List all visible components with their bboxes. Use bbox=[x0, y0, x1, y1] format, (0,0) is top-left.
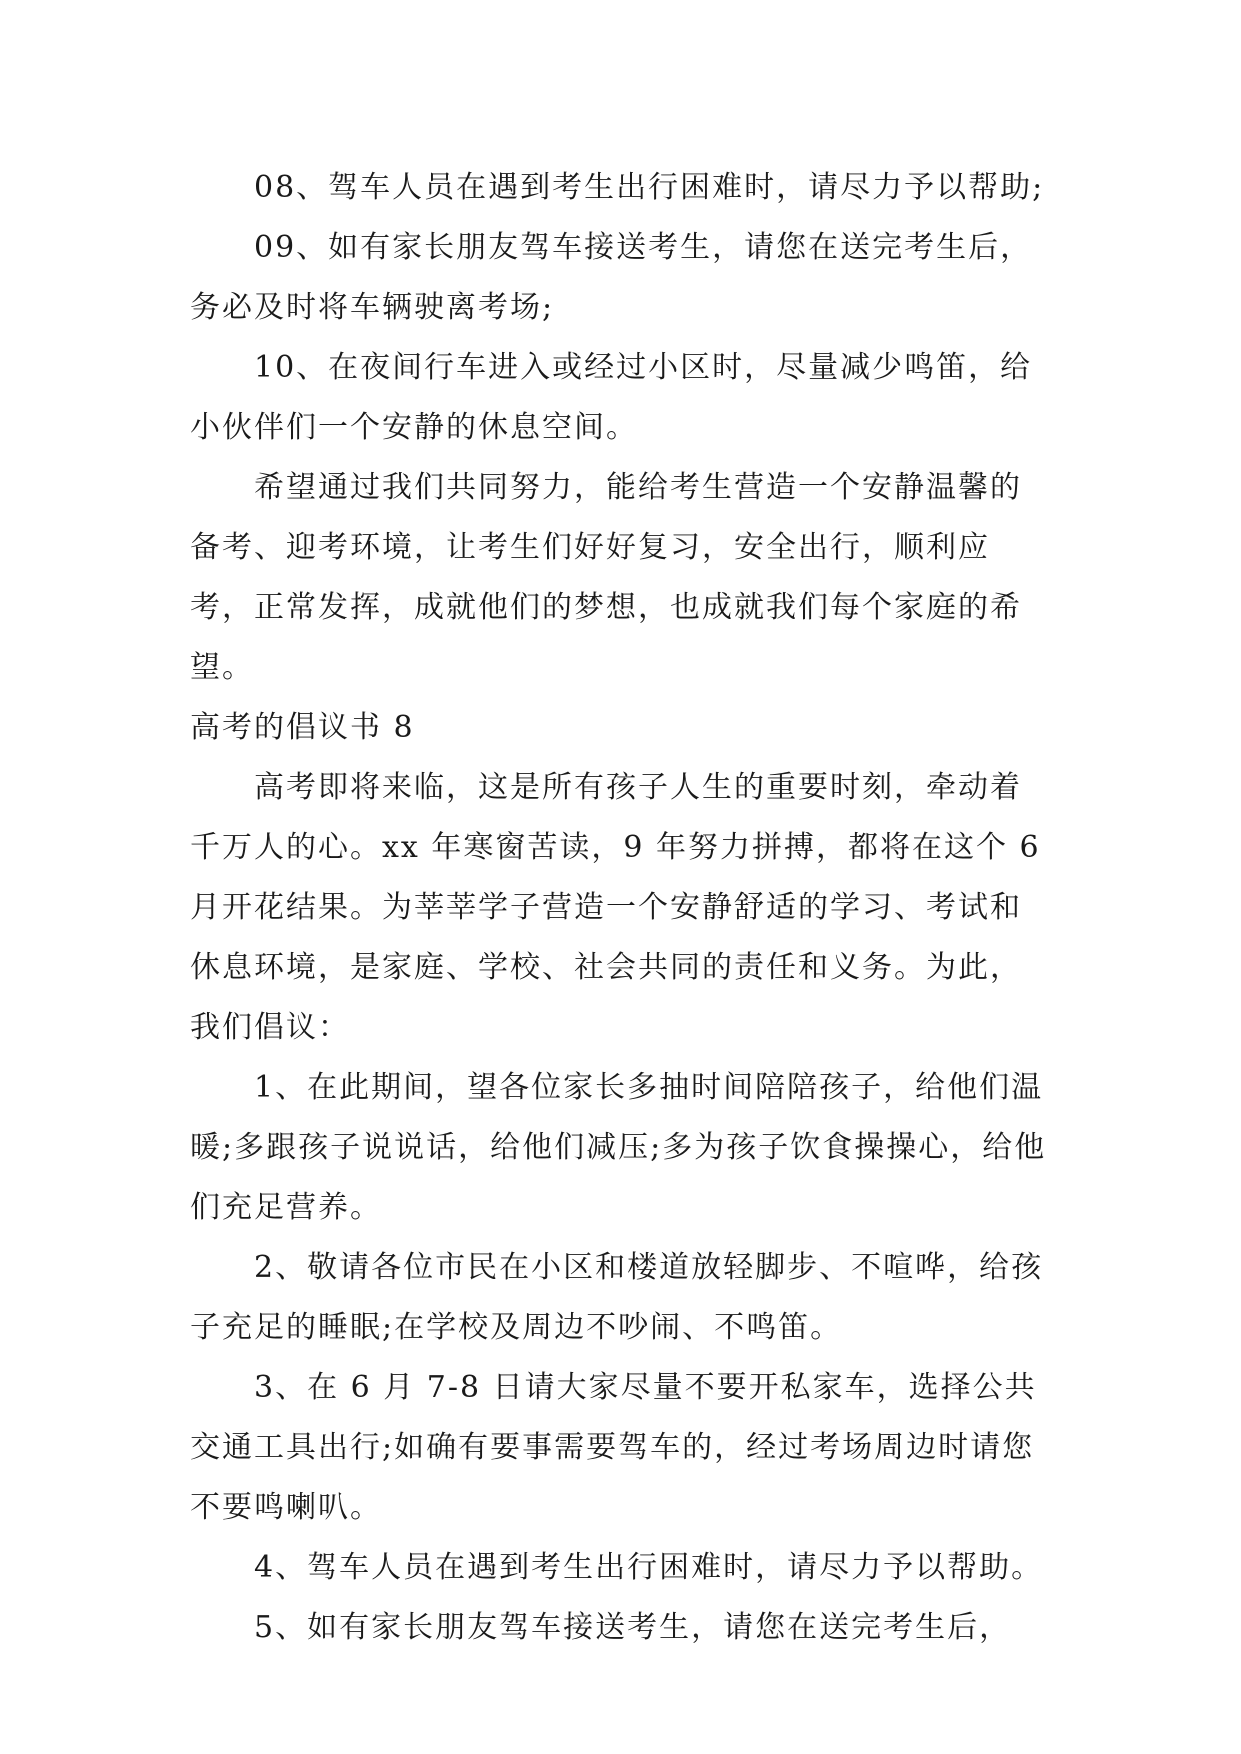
paragraph-item-1: 1、在此期间，望各位家长多抽时间陪陪孩子，给他们温暖;多跟孩子说说话，给他们减压;多为孩子饮食操操心，给他们充足营养。 bbox=[190, 1070, 1047, 1225]
paragraph-item-3: 3、在 6 月 7-8 日请大家尽量不要开私家车，选择公共交通工具出行;如确有要事需要驾车的，经过考场周边时请您不要鸣喇叭。 bbox=[190, 1370, 1037, 1525]
paragraph-item-09: 09、如有家长朋友驾车接送考生，请您在送完考生后，务必及时将车辆驶离考场; bbox=[190, 230, 1033, 325]
paragraph-item-2: 2、敬请各位市民在小区和楼道放轻脚步、不喧哗，给孩子充足的睡眠;在学校及周边不吵闹、不鸣笛。 bbox=[190, 1250, 1044, 1345]
paragraph-item-08: 08、驾车人员在遇到考生出行困难时，请尽力予以帮助; bbox=[254, 170, 1045, 205]
document-body bbox=[190, 158, 1050, 1658]
paragraph-item-4: 4、驾车人员在遇到考生出行困难时，请尽力予以帮助。 bbox=[254, 1550, 1044, 1585]
paragraph-item-5: 5、如有家长朋友驾车接送考生，请您在送完考生后， bbox=[254, 1610, 1012, 1645]
paragraph-hope: 希望通过我们共同努力，能给考生营造一个安静温馨的备考、迎考环境，让考生们好好复习，安全出行，顺利应考，正常发挥，成就他们的梦想，也成就我们每个家庭的希望。 bbox=[190, 470, 1022, 685]
paragraph-intro: 高考即将来临，这是所有孩子人生的重要时刻，牵动着千万人的心。xx 年寒窗苦读，9 年努力拼搏，都将在这个 6 月开花结果。为莘莘学子营造一个安静舒适的学习、考试和休息环境，是家庭、学校、社会共同的责任和义务。为此，我们倡议： bbox=[190, 770, 1041, 1045]
paragraph-item-10: 10、在夜间行车进入或经过小区时，尽量减少鸣笛，给小伙伴们一个安静的休息空间。 bbox=[190, 350, 1033, 445]
section-heading: 高考的倡议书 8 bbox=[190, 710, 415, 745]
